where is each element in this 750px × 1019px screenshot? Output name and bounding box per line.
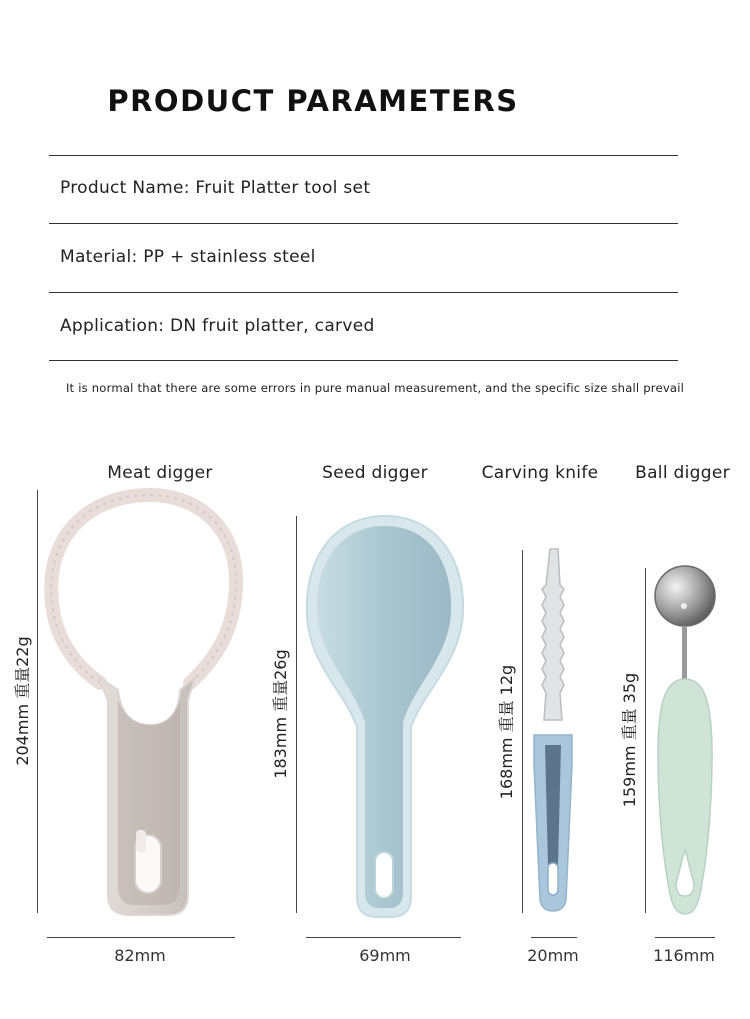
divider — [49, 223, 678, 224]
carving-knife-image — [528, 545, 578, 915]
param-application: Application: DN fruit platter, carved — [60, 316, 375, 336]
divider — [49, 155, 678, 156]
width-label-seed-digger: 69mm — [359, 946, 411, 965]
ball-digger-image — [650, 564, 720, 919]
height-label-meat-digger: 204mm 重量22g — [13, 636, 32, 766]
seed-digger-image — [305, 512, 465, 922]
tool-label-meat-digger: Meat digger — [107, 463, 213, 483]
param-material: Material: PP + stainless steel — [60, 247, 316, 267]
divider — [49, 360, 678, 361]
tool-label-ball-digger: Ball digger — [635, 463, 730, 483]
width-dimension-line — [47, 937, 235, 938]
divider — [49, 292, 678, 293]
height-label-ball-digger: 159mm 重量 35g — [620, 672, 639, 808]
height-label-carving-knife: 168mm 重量 12g — [497, 664, 516, 800]
height-label-seed-digger: 183mm 重量26g — [271, 649, 290, 779]
width-label-meat-digger: 82mm — [114, 946, 166, 965]
height-dimension-line — [645, 568, 646, 913]
height-dimension-line — [296, 516, 297, 913]
meat-digger-image — [40, 485, 245, 920]
measurement-note: It is normal that there are some errors in pure manual measurement, and the specific size shall prevail — [65, 381, 685, 395]
tool-label-seed-digger: Seed digger — [322, 463, 428, 483]
width-dimension-line — [306, 937, 461, 938]
page-title: PRODUCT PARAMETERS — [107, 84, 519, 118]
width-label-carving-knife: 20mm — [527, 946, 579, 965]
width-dimension-line — [531, 937, 577, 938]
width-dimension-line — [655, 937, 715, 938]
height-dimension-line — [522, 550, 523, 913]
height-dimension-line — [37, 490, 38, 913]
param-product-name: Product Name: Fruit Platter tool set — [60, 178, 371, 198]
width-label-ball-digger: 116mm — [653, 946, 715, 965]
tool-label-carving-knife: Carving knife — [481, 463, 599, 483]
